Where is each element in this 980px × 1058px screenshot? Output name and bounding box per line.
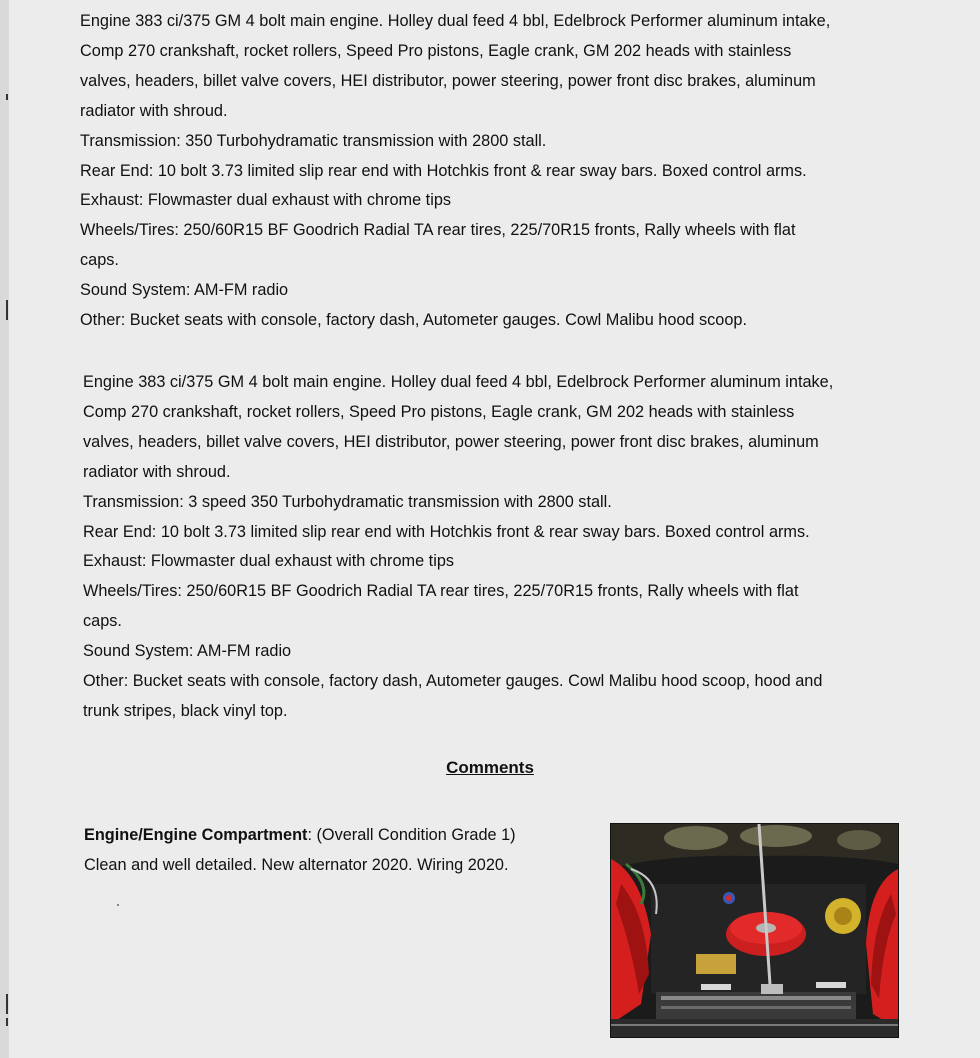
scanner-edge [0,0,9,1058]
spec-line: Engine 383 ci/375 GM 4 bolt main engine. Holley dual feed 4 bbl, Edelbrock Performer aluminum intake, [80,12,831,30]
spec-line: Wheels/Tires: 250/60R15 BF Goodrich Radial TA rear tires, 225/70R15 fronts, Rally wheels with flat [83,582,799,601]
engine-photo-illustration [611,824,898,1037]
spec-line: radiator with shroud. [83,462,231,481]
edge-mark [6,94,8,100]
edge-mark [6,300,8,320]
spec-line: Sound System: AM-FM radio [83,642,292,661]
scan-speck [117,904,119,906]
spec-line: Sound System: AM-FM radio [80,281,289,300]
spec-line: Transmission: 3 speed 350 Turbohydramatic transmission with 2800 stall. [83,492,612,511]
spec-line: Comp 270 crankshaft, rocket rollers, Speed Pro pistons, Eagle crank, GM 202 heads with stainless [80,41,792,60]
spec-line: valves, headers, billet valve covers, HEI distributor, power steering, power front disc brakes, aluminum [83,432,819,451]
spec-line: radiator with shroud. [80,101,228,120]
spec-line: Other: Bucket seats with console, factory dash, Autometer gauges. Cowl Malibu hood scoop. [80,311,747,330]
spec-line: Exhaust: Flowmaster dual exhaust with chrome tips [80,191,452,210]
spec-block-2 [83,368,913,727]
engine-comment-text: Clean and well detailed. New alternator 2020. Wiring 2020. [84,855,509,874]
spec-line: Wheels/Tires: 250/60R15 BF Goodrich Radial TA rear tires, 225/70R15 fronts, Rally wheels with flat [80,221,796,240]
spec-line: Engine 383 ci/375 GM 4 bolt main engine. Holley dual feed 4 bbl, Edelbrock Performer aluminum intake, [83,373,834,391]
spec-line: trunk stripes, black vinyl top. [83,701,288,720]
engine-comment-title [84,821,584,851]
engine-photo [610,823,899,1038]
engine-grade: : (Overall Condition Grade 1) [307,826,516,844]
spec-line: caps. [80,251,119,270]
spec-line: Rear End: 10 bolt 3.73 limited slip rear end with Hotchkis front & rear sway bars. Boxed control arms. [80,161,807,180]
engine-comment [84,821,584,881]
spec-line: Transmission: 350 Turbohydramatic transmission with 2800 stall. [80,131,547,150]
spec-line: Other: Bucket seats with console, factory dash, Autometer gauges. Cowl Malibu hood scoop, hood and [83,672,823,691]
edge-mark [6,994,8,1014]
edge-mark [6,1018,8,1026]
spec-line: Rear End: 10 bolt 3.73 limited slip rear end with Hotchkis front & rear sway bars. Boxed control arms. [83,522,810,541]
spec-line: Exhaust: Flowmaster dual exhaust with chrome tips [83,552,455,571]
spec-line: valves, headers, billet valve covers, HEI distributor, power steering, power front disc brakes, aluminum [80,71,816,90]
engine-label: Engine/Engine Compartment [84,826,308,844]
spec-block-1 [80,7,910,336]
spec-line: Comp 270 crankshaft, rocket rollers, Speed Pro pistons, Eagle crank, GM 202 heads with stainless [83,402,795,421]
spec-line: caps. [83,612,122,631]
comments-heading: Comments [446,758,534,777]
